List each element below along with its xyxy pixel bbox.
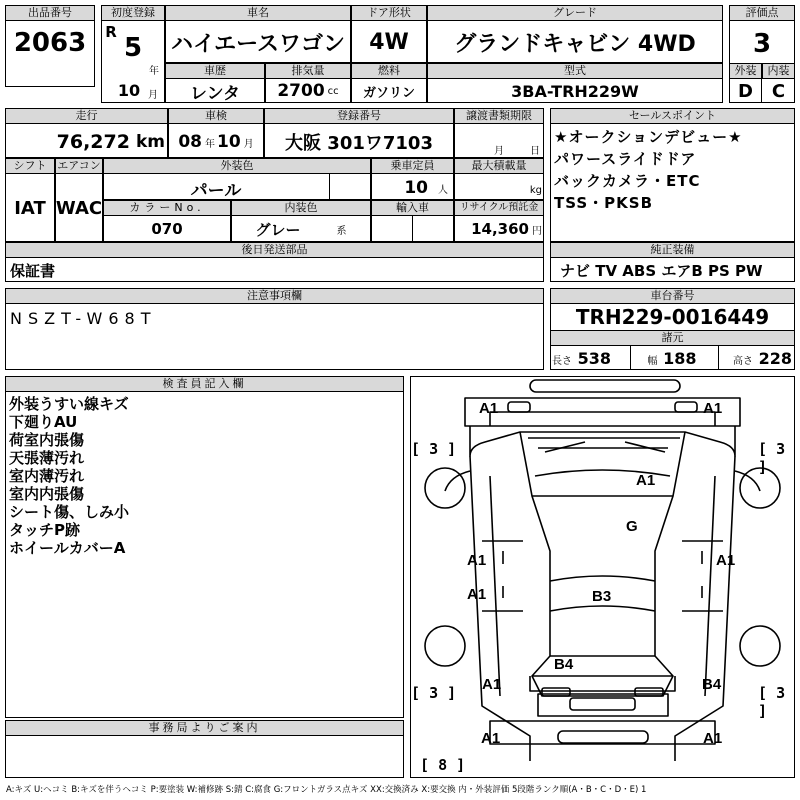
- mark-front-left: A1: [479, 400, 499, 417]
- ext-color-divider: [329, 174, 330, 200]
- grade: グランドキャビン 4WD: [454, 31, 696, 57]
- displacement: 2700 cc: [277, 81, 339, 101]
- first-reg-year: 5: [123, 33, 143, 63]
- history-label: 車歴: [165, 63, 265, 79]
- color-no: 070: [151, 220, 183, 238]
- max-load-label: 最大積載量: [454, 158, 544, 174]
- inspector-note: 天張薄汚れ: [9, 449, 85, 467]
- grade-label: グレード: [427, 5, 723, 21]
- inspection-label: 車検: [168, 108, 264, 124]
- model-name-label: 車名: [165, 5, 351, 21]
- spare-tire: [ 8 ]: [420, 756, 466, 774]
- transfer-label: 譲渡書類期限: [454, 108, 544, 124]
- first-reg-month: 10: [117, 80, 141, 100]
- mark-right-front-door: A1: [716, 552, 736, 569]
- mileage-label: 走行: [5, 108, 168, 124]
- notes-label: 注意事項欄: [5, 288, 544, 304]
- mark-roof: B3: [592, 588, 612, 605]
- first-reg-month-unit: 月: [148, 90, 158, 101]
- transfer-month-unit: 月: [494, 146, 504, 157]
- displacement-label: 排気量: [265, 63, 351, 79]
- shift: IAT: [14, 197, 46, 219]
- genuine-label: 純正装備: [550, 242, 795, 258]
- color-no-label: カラーNo.: [103, 200, 231, 216]
- capacity-label: 乗車定員: [371, 158, 454, 174]
- inspector-note: 荷室内張傷: [9, 431, 85, 449]
- import-label: 輸入車: [371, 200, 454, 216]
- score-label: 評価点: [729, 5, 795, 21]
- mark-front-right: A1: [703, 400, 723, 417]
- shift-label: シフト: [5, 158, 55, 174]
- mark-rear-right: B4: [702, 676, 722, 693]
- inspector-note: タッチP跡: [9, 521, 80, 539]
- max-load: kg: [529, 184, 542, 196]
- first-reg-label: 初度登録: [101, 5, 165, 21]
- mark-bumper-left: A1: [481, 730, 501, 747]
- mark-left-rear-door: A1: [467, 586, 487, 603]
- inspector-note: 外装うすい線キズ: [9, 395, 129, 413]
- genuine-equipment: ナビ TV ABS エアB PS PW: [560, 261, 763, 280]
- chassis-label: 車台番号: [550, 288, 795, 304]
- dim-divider-1: [630, 346, 631, 370]
- later-parts: 保証書: [10, 261, 56, 280]
- plate-label: 登録番号: [264, 108, 454, 124]
- door-label: ドア形状: [351, 5, 427, 21]
- transfer-day-unit: 日: [530, 146, 540, 157]
- inspector-note: シート傷、しみ小: [9, 503, 130, 521]
- inspector-note: 室内薄汚れ: [9, 467, 85, 485]
- interior-grade-label: 内装: [762, 63, 795, 79]
- legend: A:キズ U:ヘコミ B:キズを伴うヘコミ P:要塗装 W:補修跡 S:錆 C:腐食 G:フロントガラス点キズ XX:交換済み X:要交換 内・外装評価 5段階ランク順(A・B・C・D・E) 1: [6, 785, 647, 795]
- sales-points-label: セールスポイント: [550, 108, 795, 124]
- sales-point: TSS・PKSB: [554, 194, 654, 212]
- sales-point: パワースライドドア: [554, 150, 697, 168]
- mark-left-front-door: A1: [467, 552, 487, 569]
- car-diagram: [410, 376, 795, 778]
- lot-label: 出品番号: [5, 5, 95, 21]
- grade-divider: [761, 79, 762, 103]
- model-code-label: 型式: [427, 63, 723, 79]
- fuel-label: 燃料: [351, 63, 427, 79]
- mark-hood: A1: [636, 472, 656, 489]
- ac: WAC: [55, 197, 103, 219]
- door-type: 4W: [369, 29, 409, 55]
- model-code: 3BA-TRH229W: [511, 81, 639, 101]
- inspector-note: 室内内張傷: [9, 485, 85, 503]
- tire-rear-right: [ 3 ]: [758, 684, 786, 720]
- inspector-note: ホイールカバーA: [9, 539, 126, 557]
- int-color: グレー 系: [255, 220, 347, 239]
- lot-number: 2063: [13, 28, 87, 58]
- model-name: ハイエースワゴン: [170, 31, 346, 57]
- inspection: 08 年 10 月: [178, 132, 254, 152]
- ext-color-label: 外装色: [103, 158, 371, 174]
- mark-rear-left: B4: [554, 656, 574, 673]
- mark-bumper-right: A1: [703, 730, 723, 747]
- dimensions-label: 諸元: [550, 330, 795, 346]
- first-reg-era: R: [105, 23, 117, 41]
- mark-rear-quarter-left: A1: [482, 676, 502, 693]
- dim-divider-2: [718, 346, 719, 370]
- inspector-notes-list: [9, 395, 399, 557]
- dimensions: 長さ 538 幅 188 高さ 228: [552, 348, 792, 368]
- first-reg-year-unit: 年: [149, 66, 159, 77]
- chassis-number: TRH229-0016449: [575, 305, 770, 329]
- int-color-label: 内装色: [231, 200, 371, 216]
- ext-color: パール: [190, 180, 242, 200]
- notes: NSZT-W68T: [10, 308, 157, 328]
- fuel: ガソリン: [362, 85, 415, 101]
- inspector-label: 検査員記入欄: [5, 376, 404, 392]
- later-parts-label: 後日発送部品: [5, 242, 544, 258]
- interior-grade: C: [771, 80, 786, 102]
- history: レンタ: [190, 83, 240, 103]
- exterior-grade-label: 外装: [729, 63, 762, 79]
- sales-point: バックカメラ・ETC: [554, 172, 701, 190]
- exterior-grade: D: [738, 80, 753, 102]
- office-label: 事務局よりご案内: [5, 720, 404, 736]
- inspector-note: 下廻りAU: [9, 413, 78, 431]
- tire-front-left: [ 3 ]: [411, 440, 457, 458]
- score: 3: [752, 29, 772, 59]
- plate: 大阪 301ワ7103: [285, 133, 433, 154]
- import-divider: [412, 216, 413, 242]
- recycle: 14,360 円: [471, 220, 542, 238]
- capacity: 10 人: [404, 178, 448, 198]
- recycle-label: リサイクル預託金: [454, 200, 544, 216]
- sales-points-list: [554, 126, 792, 214]
- ac-label: エアコン: [55, 158, 103, 174]
- tire-rear-left: [ 3 ]: [411, 684, 457, 702]
- mark-windshield: G: [626, 518, 638, 535]
- sales-point: ★オークションデビュー★: [554, 128, 743, 146]
- tire-front-right: [ 3 ]: [758, 440, 786, 476]
- mileage: 76,272 km: [56, 131, 165, 153]
